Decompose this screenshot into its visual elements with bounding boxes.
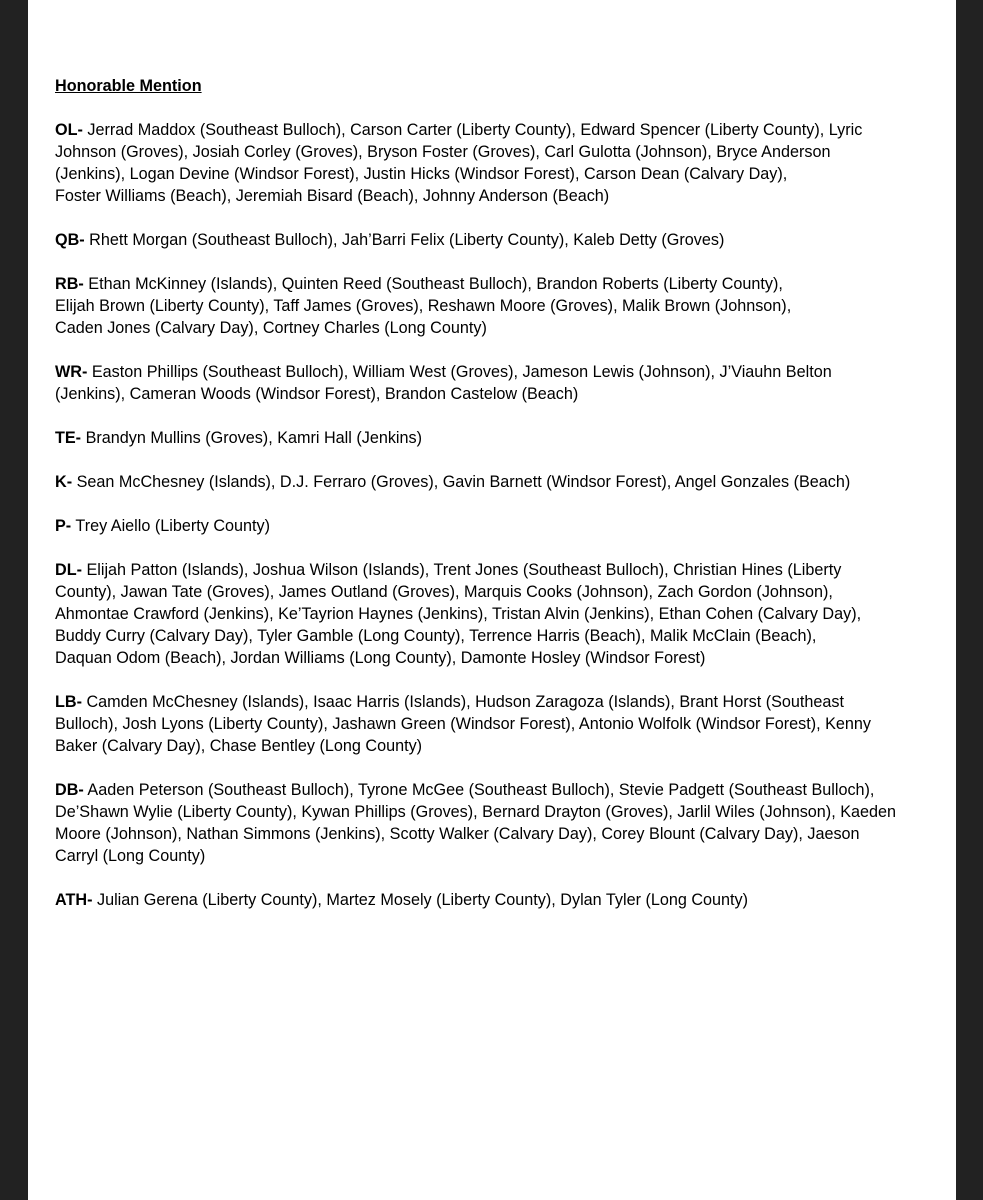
document-heading: Honorable Mention [55, 77, 202, 95]
section-line [55, 801, 936, 823]
section-line [55, 823, 936, 845]
section-line [55, 317, 936, 339]
position-section [55, 889, 936, 911]
section-line [55, 713, 936, 735]
player-names: Aaden Peterson (Southeast Bulloch), Tyrone McGee (Southeast Bulloch), Stevie Padgett (Southeast Bulloch), [87, 781, 875, 799]
section-line [55, 361, 936, 383]
section-line [55, 581, 936, 603]
player-names: Caden Jones (Calvary Day), Cortney Charles (Long County) [55, 319, 487, 337]
player-names: (Jenkins), Logan Devine (Windsor Forest), Justin Hicks (Windsor Forest), Carson Dean (Calvary Day), [55, 165, 788, 183]
position-label: RB- [55, 275, 84, 293]
section-line [55, 163, 936, 185]
section-line [55, 845, 936, 867]
player-names: Brandyn Mullins (Groves), Kamri Hall (Jenkins) [85, 429, 423, 447]
section-line [55, 889, 936, 911]
player-names: Trey Aiello (Liberty County) [75, 517, 271, 535]
section-line [55, 229, 936, 251]
player-names: Elijah Brown (Liberty County), Taff James (Groves), Reshawn Moore (Groves), Malik Brown (Johnson), [55, 297, 792, 315]
section-line [55, 603, 936, 625]
player-names: Carryl (Long County) [55, 847, 206, 865]
player-names: Moore (Johnson), Nathan Simmons (Jenkins), Scotty Walker (Calvary Day), Corey Blount (Calvary Day), Jaeson [55, 825, 860, 843]
section-line [55, 119, 936, 141]
position-label: QB- [55, 231, 85, 249]
player-names: Camden McChesney (Islands), Isaac Harris (Islands), Hudson Zaragoza (Islands), Brant Horst (Southeast [86, 693, 844, 711]
position-label: K- [55, 473, 73, 491]
player-names: Daquan Odom (Beach), Jordan Williams (Long County), Damonte Hosley (Windsor Forest) [55, 649, 706, 667]
document-page [28, 0, 956, 1200]
player-names: Easton Phillips (Southeast Bulloch), William West (Groves), Jameson Lewis (Johnson), J’Viauhn Belton [91, 363, 832, 381]
section-line [55, 427, 936, 449]
position-section [55, 273, 936, 339]
position-section [55, 691, 936, 757]
player-names: Elijah Patton (Islands), Joshua Wilson (Islands), Trent Jones (Southeast Bulloch), Christian Hines (Liberty [86, 561, 842, 579]
position-label: DB- [55, 781, 84, 799]
player-names: County), Jawan Tate (Groves), James Outland (Groves), Marquis Cooks (Johnson), Zach Gordon (Johnson), [55, 583, 833, 601]
player-names: Foster Williams (Beach), Jeremiah Bisard (Beach), Johnny Anderson (Beach) [55, 187, 610, 205]
section-line [55, 779, 936, 801]
player-names: Ethan McKinney (Islands), Quinten Reed (Southeast Bulloch), Brandon Roberts (Liberty County), [88, 275, 783, 293]
position-label: WR- [55, 363, 88, 381]
position-label: OL- [55, 121, 83, 139]
player-names: (Jenkins), Cameran Woods (Windsor Forest), Brandon Castelow (Beach) [55, 385, 579, 403]
section-line [55, 295, 936, 317]
position-label: LB- [55, 693, 82, 711]
player-names: Buddy Curry (Calvary Day), Tyler Gamble (Long County), Terrence Harris (Beach), Malik McClain (Beach), [55, 627, 817, 645]
position-section [55, 119, 936, 207]
player-names: Rhett Morgan (Southeast Bulloch), Jah’Barri Felix (Liberty County), Kaleb Detty (Groves) [89, 231, 725, 249]
position-section [55, 427, 936, 449]
section-line [55, 185, 936, 207]
section-line [55, 647, 936, 669]
honorable-mention-list [55, 119, 936, 911]
position-section [55, 779, 936, 867]
position-label: TE- [55, 429, 82, 447]
position-section [55, 515, 936, 537]
position-section [55, 229, 936, 251]
player-names: Ahmontae Crawford (Jenkins), Ke’Tayrion Haynes (Jenkins), Tristan Alvin (Jenkins), Ethan Cohen (Calvary Day), [55, 605, 862, 623]
section-line [55, 515, 936, 537]
player-names: Bulloch), Josh Lyons (Liberty County), Jashawn Green (Windsor Forest), Antonio Wolfolk (Windsor Forest), Kenny [55, 715, 871, 733]
position-label: ATH- [55, 891, 93, 909]
section-line [55, 735, 936, 757]
section-line [55, 471, 936, 493]
position-section [55, 361, 936, 405]
section-line [55, 625, 936, 647]
section-line [55, 559, 936, 581]
position-section [55, 471, 936, 493]
player-names: Baker (Calvary Day), Chase Bentley (Long County) [55, 737, 423, 755]
player-names: De’Shawn Wylie (Liberty County), Kywan Phillips (Groves), Bernard Drayton (Groves), Jarlil Wiles (Johnson), Kaeden [55, 803, 897, 821]
position-label: DL- [55, 561, 82, 579]
player-names: Johnson (Groves), Josiah Corley (Groves), Bryson Foster (Groves), Carl Gulotta (Johnson), Bryce Anderson [55, 143, 831, 161]
player-names: Jerrad Maddox (Southeast Bulloch), Carson Carter (Liberty County), Edward Spencer (Liberty County), Lyric [87, 121, 863, 139]
section-line [55, 383, 936, 405]
player-names: Sean McChesney (Islands), D.J. Ferraro (Groves), Gavin Barnett (Windsor Forest), Angel Gonzales (Beach) [76, 473, 851, 491]
section-line [55, 273, 936, 295]
section-line [55, 141, 936, 163]
player-names: Julian Gerena (Liberty County), Martez Mosely (Liberty County), Dylan Tyler (Long County) [96, 891, 749, 909]
position-section [55, 559, 936, 669]
position-label: P- [55, 517, 72, 535]
section-line [55, 691, 936, 713]
